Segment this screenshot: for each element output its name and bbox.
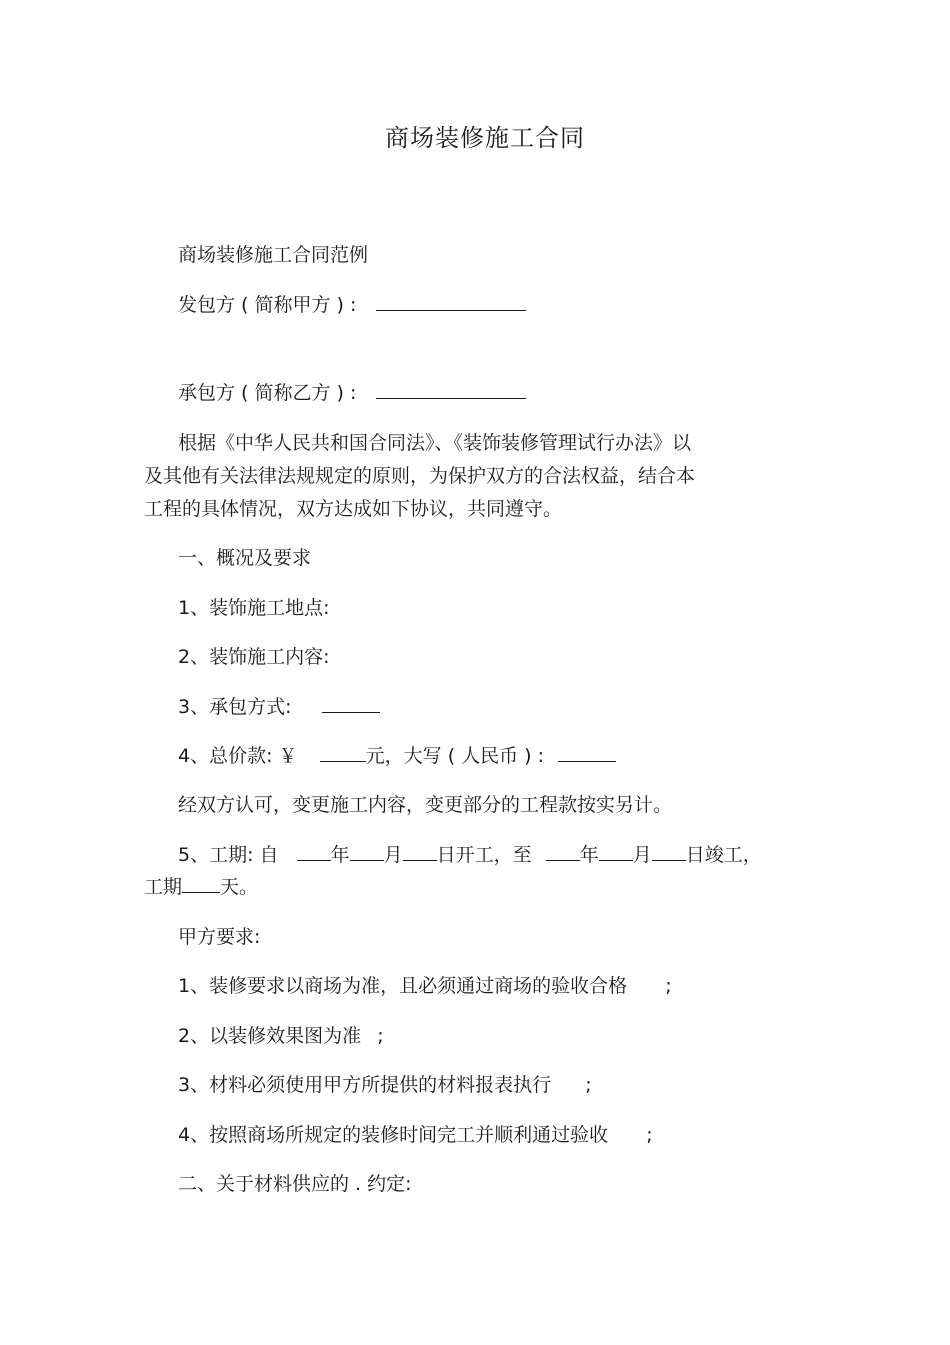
party-a-blank xyxy=(376,290,526,311)
start-month-label: 月 xyxy=(383,844,403,866)
end-label: 日竣工， xyxy=(685,844,762,866)
period-days-blank xyxy=(182,872,220,893)
total-price-prefix: 4、总价款: ￥ xyxy=(178,745,298,767)
requirement-suffix: ; xyxy=(377,1025,384,1047)
party-a-line xyxy=(178,290,526,320)
document-title: 商场装修施工合同 xyxy=(385,124,585,152)
requirement-suffix: ; xyxy=(665,975,672,997)
schedule-period-line xyxy=(144,872,258,902)
requirement-item xyxy=(178,1120,653,1150)
requirement-text: 3、材料必须使用甲方所提供的材料报表执行 xyxy=(178,1074,552,1096)
start-label: 日开工，至 xyxy=(436,844,532,866)
change-note: 经双方认可，变更施工内容，变更部分的工程款按实另计。 xyxy=(178,794,673,816)
start-year-blank xyxy=(297,840,331,861)
item-schedule xyxy=(178,840,762,870)
contract-mode-blank xyxy=(322,692,380,713)
requirement-item xyxy=(178,1021,384,1051)
requirement-text: 2、以装修效果图为准 xyxy=(178,1025,362,1047)
period-days-label: 天。 xyxy=(220,876,259,898)
requirement-text: 4、按照商场所规定的装修时间完工并顺利通过验收 xyxy=(178,1124,609,1146)
end-month-blank xyxy=(599,840,633,861)
intro-line-3: 工程的具体情况，双方达成如下协议，共同遵守。 xyxy=(144,498,563,520)
subtitle: 商场装修施工合同范例 xyxy=(178,244,369,266)
end-year-label: 年 xyxy=(579,844,599,866)
end-day-blank xyxy=(652,840,686,861)
contract-mode-label: 3、承包方式: xyxy=(178,696,292,718)
start-month-blank xyxy=(350,840,384,861)
total-price-yuan: 元，大写 xyxy=(365,745,442,767)
party-b-label: 承包方 ( 简称乙方 ) : xyxy=(178,382,357,404)
intro-line-2: 及其他有关法律法规规定的原则，为保护双方的合法权益，结合本 xyxy=(144,465,696,487)
item-total-price xyxy=(178,741,616,771)
section2-heading: 二、关于材料供应的 . 约定: xyxy=(178,1173,412,1195)
requirement-text: 1、装修要求以商场为准，且必须通过商场的验收合格 xyxy=(178,975,628,997)
party-b-line xyxy=(178,378,526,408)
requirement-item xyxy=(178,971,672,1001)
total-price-words-blank xyxy=(558,741,616,762)
intro-line-1: 根据《中华人民共和国合同法》、《装饰装修管理试行办法》以 xyxy=(178,432,692,454)
item-content: 2、装饰施工内容: xyxy=(178,646,330,668)
item-contract-mode xyxy=(178,692,380,722)
requirement-suffix: ; xyxy=(585,1074,592,1096)
party-a-label: 发包方 ( 简称甲方 ) : xyxy=(178,294,357,316)
requirement-item xyxy=(178,1070,592,1100)
period-label: 工期 xyxy=(144,876,183,898)
start-day-blank xyxy=(403,840,437,861)
end-year-blank xyxy=(546,840,580,861)
requirement-suffix: ; xyxy=(646,1124,653,1146)
schedule-prefix: 5、工期: 自 xyxy=(178,844,279,866)
party-a-requirements-heading: 甲方要求: xyxy=(178,926,261,948)
party-b-blank xyxy=(376,378,526,399)
start-year-label: 年 xyxy=(330,844,350,866)
end-month-label: 月 xyxy=(632,844,652,866)
total-price-blank xyxy=(320,741,366,762)
item-location: 1、装饰施工地点: xyxy=(178,597,330,619)
total-price-rmb: ( 人民币 ) : xyxy=(447,745,545,767)
section1-heading: 一、概况及要求 xyxy=(178,547,312,569)
